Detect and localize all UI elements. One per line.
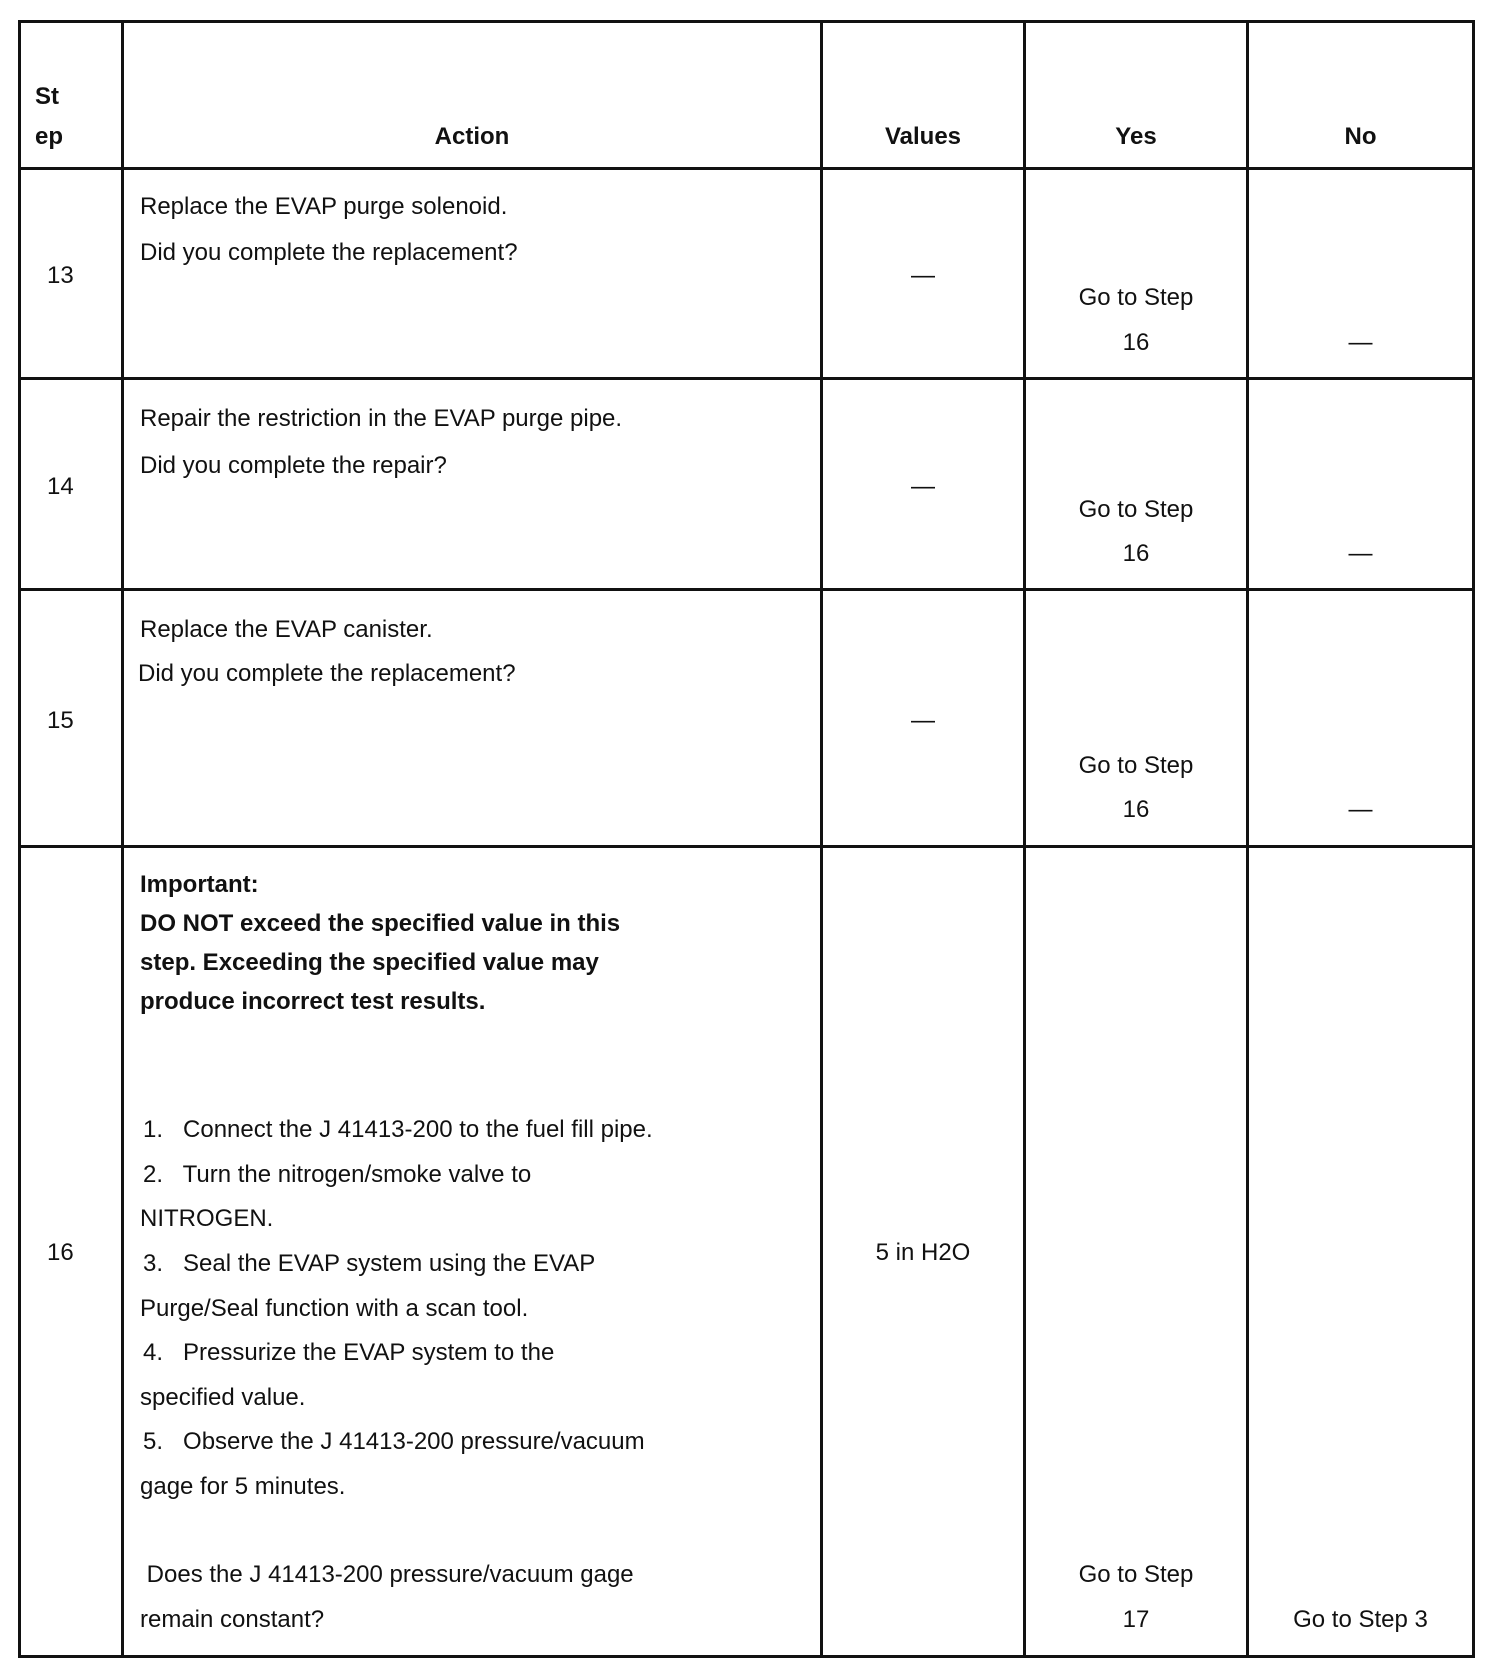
header-step-line2: ep: [35, 123, 64, 150]
header-values: Values: [884, 123, 962, 150]
value-cell: —: [911, 262, 935, 289]
no-cell: —: [1348, 329, 1373, 356]
table-border: [18, 588, 1475, 591]
header-no: No: [1344, 123, 1377, 150]
table-border: [18, 20, 1475, 23]
no-cell: —: [1348, 796, 1373, 823]
step-number: 15: [47, 707, 74, 734]
procedure-line: 5. Observe the J 41413-200 pressure/vacuum: [143, 1428, 645, 1455]
table-border: [18, 20, 21, 1658]
yes-line2: 16: [1122, 540, 1150, 567]
yes-line1: Go to Step: [1078, 1561, 1194, 1588]
action-line: Did you complete the replacement?: [140, 239, 518, 266]
step-number: 13: [47, 262, 74, 289]
table-border: [1246, 20, 1249, 1658]
procedure-line: 4. Pressurize the EVAP system to the: [143, 1339, 555, 1366]
header-step-line1: St: [35, 83, 59, 110]
question-line: Does the J 41413-200 pressure/vacuum gage: [140, 1561, 634, 1588]
yes-line1: Go to Step: [1078, 496, 1194, 523]
procedure-line: NITROGEN.: [140, 1205, 274, 1232]
important-title: Important:: [140, 871, 259, 898]
important-line: produce incorrect test results.: [140, 988, 486, 1015]
value-cell: —: [911, 473, 935, 500]
value-cell: 5 in H2O: [875, 1239, 971, 1266]
important-line: step. Exceeding the specified value may: [140, 949, 599, 976]
yes-line2: 16: [1122, 329, 1150, 356]
important-line: DO NOT exceed the specified value in this: [140, 910, 621, 937]
table-border: [18, 845, 1475, 848]
no-cell: —: [1348, 540, 1373, 567]
question-line: remain constant?: [140, 1606, 325, 1633]
procedure-line: 2. Turn the nitrogen/smoke valve to: [143, 1161, 532, 1188]
table-border: [18, 167, 1475, 170]
action-line: Did you complete the repair?: [140, 452, 447, 479]
table-border: [18, 377, 1475, 380]
procedure-line: 1. Connect the J 41413-200 to the fuel fill pipe.: [143, 1116, 653, 1143]
value-cell: —: [911, 707, 935, 734]
table-border: [1472, 20, 1475, 1658]
table-border: [1023, 20, 1026, 1658]
action-line: Replace the EVAP purge solenoid.: [140, 193, 508, 220]
table-border: [121, 20, 124, 1658]
procedure-line: specified value.: [140, 1384, 306, 1411]
action-line: Did you complete the replacement?: [138, 660, 516, 687]
yes-line1: Go to Step: [1078, 284, 1194, 311]
procedure-line: 3. Seal the EVAP system using the EVAP: [143, 1250, 596, 1277]
yes-line2: 16: [1122, 796, 1150, 823]
action-line: Replace the EVAP canister.: [140, 616, 433, 643]
no-cell: Go to Step 3: [1293, 1606, 1428, 1633]
procedure-line: Purge/Seal function with a scan tool.: [140, 1295, 529, 1322]
yes-line2: 17: [1122, 1606, 1150, 1633]
step-number: 14: [47, 473, 74, 500]
header-yes: Yes: [1115, 123, 1157, 150]
action-line: Repair the restriction in the EVAP purge pipe.: [140, 405, 623, 432]
yes-line1: Go to Step: [1078, 752, 1194, 779]
step-number: 16: [47, 1239, 74, 1266]
procedure-line: gage for 5 minutes.: [140, 1473, 346, 1500]
header-action: Action: [434, 123, 510, 150]
